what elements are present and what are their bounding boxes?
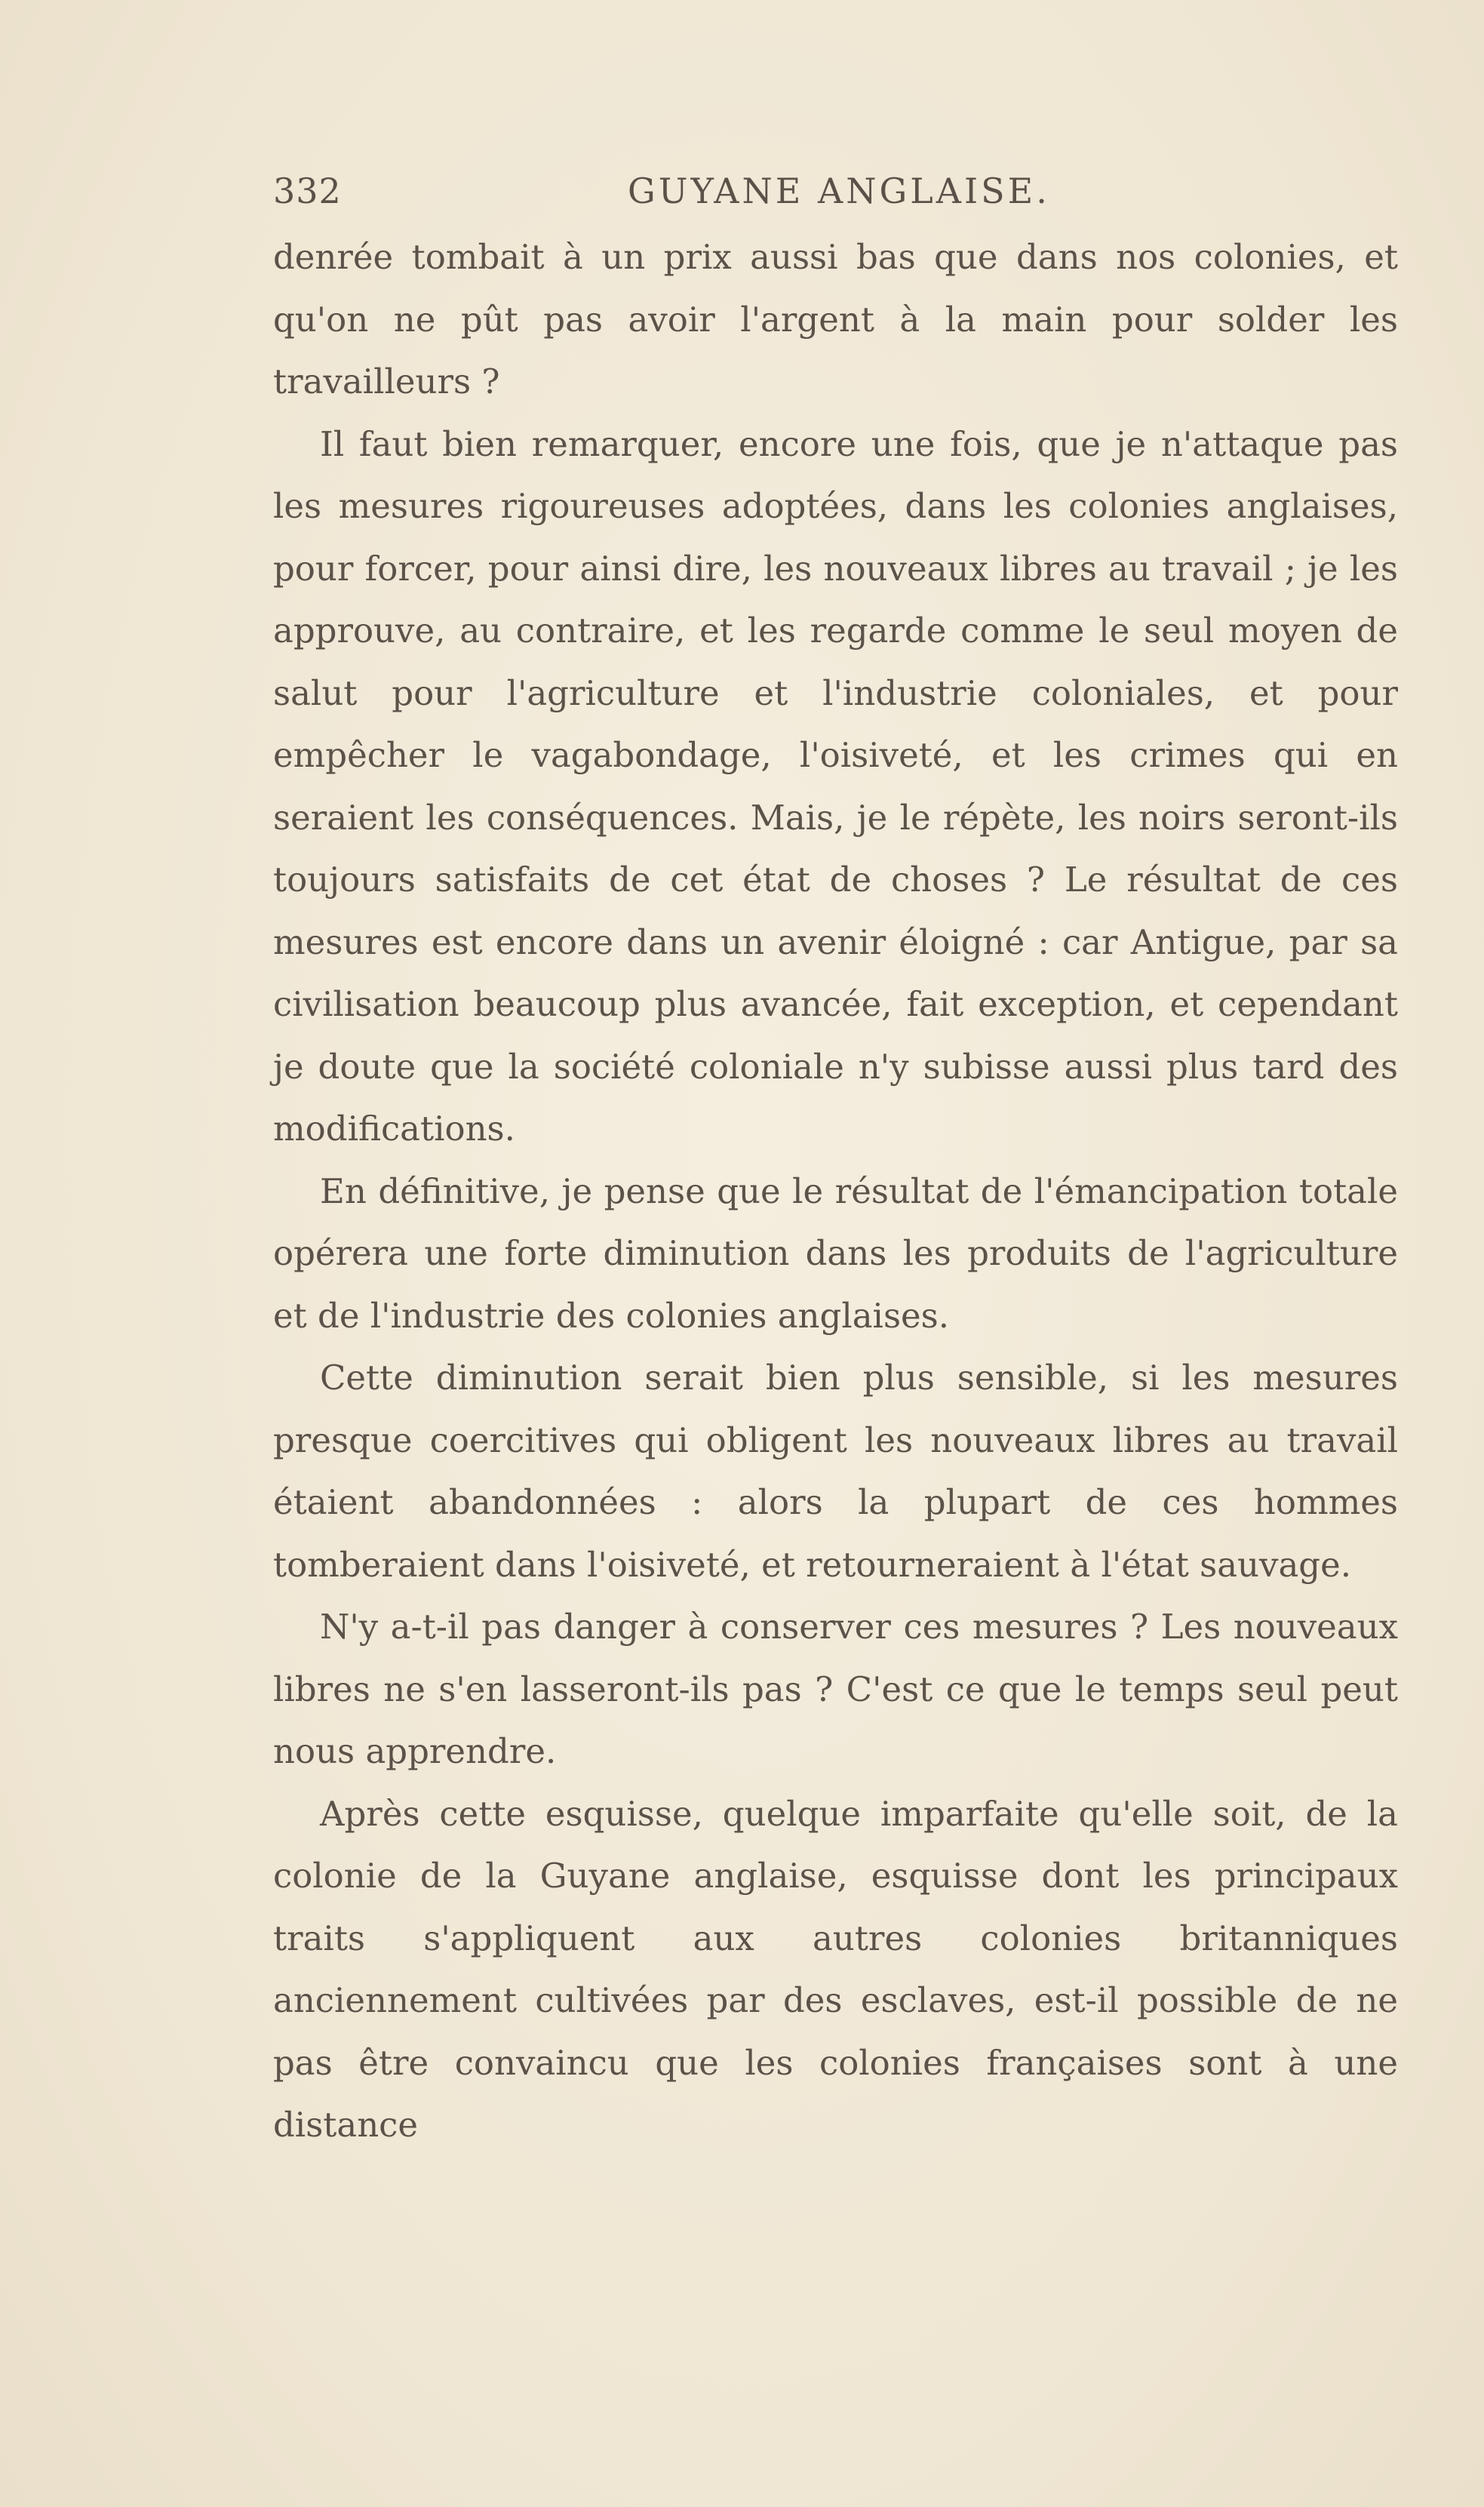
paragraph: denrée tombait à un prix aussi bas que dans nos colonies, et qu'on ne pût pas avoir l'argent à la main pour solder les travailleurs ? [273,237,1398,401]
paragraph: Il faut bien remarquer, encore une fois, que je n'attaque pas les mesures rigoureuses adoptées, dans les colonies anglaises, pour forcer, pour ainsi dire, les nouveaux libres au travail ; je les approuve, au contraire, et les regarde comme le seul moyen de salut pour l'agriculture et l'industrie coloniales, et pour empêcher le vagabondage, l'oisiveté, et les crimes qui en seraient les conséquences. Mais, je le répète, les noirs seront-ils toujours satisfaits de cet état de choses ? Le résultat de ces mesures est encore dans un avenir éloigné : car Antigue, par sa civilisation beaucoup plus avancée, fait exception, et cependant je doute que la société coloniale n'y subisse aussi plus tard des modifications. [273,423,1398,1149]
page-header [273,171,1398,223]
running-title: GUYANE ANGLAISE. [628,171,1050,211]
paragraph: N'y a-t-il pas danger à conserver ces mesures ? Les nouveaux libres ne s'en lasseront-ils pas ? C'est ce que le temps seul peut nous apprendre. [273,1607,1398,1771]
body-text [273,226,1398,2157]
paragraph: Après cette esquisse, quelque imparfaite qu'elle soit, de la colonie de la Guyane anglaise, esquisse dont les principaux traits s'appliquent aux autres colonies britanniques anciennement cultivées par des esclaves, est-il possible de ne pas être convaincu que les colonies françaises sont à une distance [273,1793,1398,2145]
page-number: 332 [273,171,342,211]
paragraph: En définitive, je pense que le résultat de l'émancipation totale opérera une forte diminution dans les produits de l'agriculture et de l'industrie des colonies anglaises. [273,1170,1398,1336]
paragraph: Cette diminution serait bien plus sensible, si les mesures presque coercitives qui obligent les nouveaux libres au travail étaient abandonnées : alors la plupart de ces hommes tomberaient dans l'oisiveté, et retourneraient à l'état sauvage. [273,1358,1398,1585]
